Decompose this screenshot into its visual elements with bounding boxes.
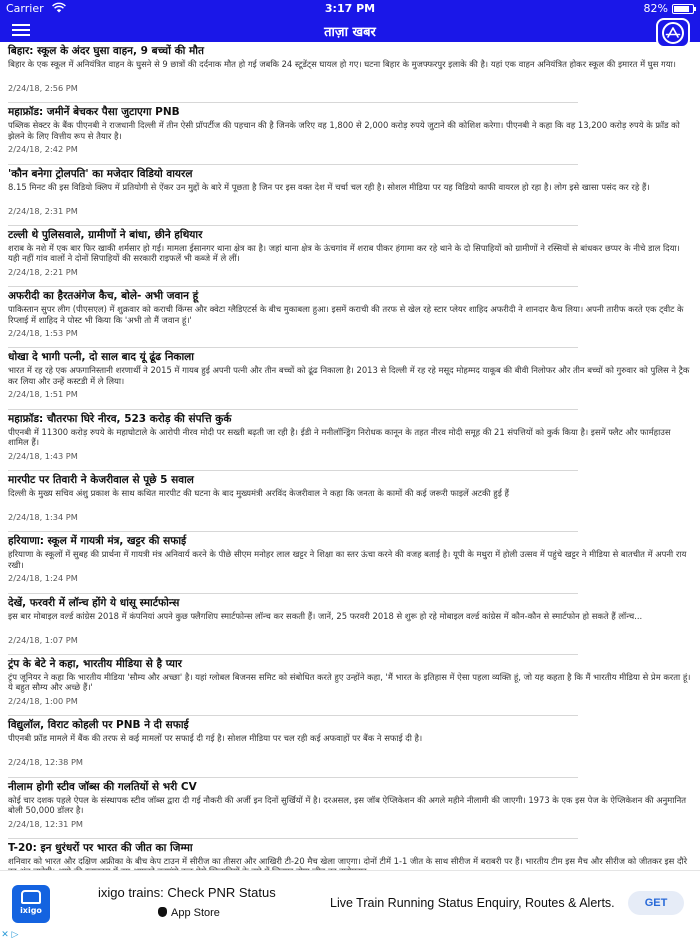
news-item[interactable] (0, 165, 700, 226)
news-item[interactable] (0, 103, 700, 164)
news-headline[interactable]: मारपीट पर तिवारी ने केजरीवाल से पूछे 5 सवाल (8, 474, 194, 487)
news-headline[interactable]: हरियाणा: स्कूल में गायत्री मंत्र, खट्टर की सफाई (8, 535, 187, 548)
news-item[interactable] (0, 594, 700, 655)
news-summary: पब्लिक सेक्टर के बैंक पीएनबी ने राजधानी दिल्ली में तीन ऐसी प्रॉपर्टीज की पहचान की है जिनके जरिए वह 1,800 से 2,000 करोड़ रुपये जुटाने की कोशिश करेगा। पीएनबी ने कहा कि वह 13,200 करोड़ रुपये के फ्रॉड को झेलने के लिए वित्तीय रूप से तैयार है। (8, 120, 680, 141)
ad-get-button[interactable]: GET (628, 891, 684, 915)
news-summary: बिहार के एक स्कूल में अनियंत्रित वाहन के घुसने से 9 छात्रों की दर्दनाक मौत हो गई जबकि 24 स्टूडेंट्स घायल हो गए। घटना बिहार के मुजफ्फरपुर इलाके की है। यहां एक वाहन अनियंत्रित होकर स्कूल की इमारत में घुस गया। (8, 59, 676, 69)
ad-logo-text: ixigo (20, 906, 42, 915)
news-item[interactable] (0, 410, 700, 471)
news-headline[interactable]: अफरीदी का हैरतअंगेज कैच, बोले- अभी जवान हूं (8, 290, 199, 303)
news-item[interactable] (0, 471, 700, 532)
battery-icon (672, 4, 694, 14)
app-store-a-glyph (666, 27, 680, 39)
news-headline[interactable]: धोखा दे भागी पत्नी, दो साल बाद यूं ढूंढ निकाला (8, 351, 195, 364)
ad-title[interactable]: ixigo trains: Check PNR Status (98, 885, 276, 900)
hamburger-menu-icon[interactable] (10, 21, 32, 39)
news-summary: इस बार मोबाइल वर्ल्ड कांग्रेस 2018 में कंपनियां अपने कुछ फ्लैगशिप स्मार्टफोन्स लॉन्च कर सकती हैं। जानें, 25 फरवरी 2018 से शुरू हो रहे मोबाइल वर्ल्ड कांग्रेस में कौन-कौन से स्मार्टफोन हो सकते हैं लॉन्च... (8, 610, 643, 621)
news-headline[interactable]: विद्युलॉल, विराट कोहली पर PNB ने दी सफाई (8, 719, 189, 732)
nav-bar (0, 18, 700, 42)
news-summary: शनिवार को भारत और दक्षिण अफ्रीका के बीच केप टाउन में सीरीज का तीसरा और आखिरी टी-20 मैच खेला जाएगा। दोनों टीमें 1-1 जीत के साथ सीरीज में बराबरी पर हैं। भारतीय टीम इस मैच और सीरीज को जीतकर इस दौरे (8, 855, 688, 866)
news-timestamp: 2/24/18, 2:42 PM (8, 144, 78, 155)
news-summary: हरियाणा के स्कूलों में सुबह की प्रार्थना में गायत्री मंत्र अनिवार्य करने के पीछे सीएम मनोहर लाल खट्टर ने शिक्षा का स्तर ऊंचा करने की वजह बताई है। यूपी के मथुरा में होली उत्सव में पहुंचे खट्टर ने मीडिया से बातचीत में अपनी राय रखी। (8, 549, 687, 570)
news-timestamp: 2/24/18, 1:43 PM (8, 450, 78, 461)
page-title: ताज़ा खबर (324, 25, 376, 40)
news-summary: पाकिस्तान सुपर लीग (पीएसएल) में शुक्रवार को कराची किंग्स और क्वेटा ग्लैडिएटर्स के बीच मुकाबला हुआ। इसमें कराची की तरफ से खेल रहे स्टार प्लेयर शाहिद अफरीदी ने शानदार कैच लिया। अपनी तारीफ करते एक ट्वीट के रिप्लाई में शाहिद ने पोस्ट भी किया कि 'अभी तो मैं जवान हूं।' (8, 304, 684, 325)
news-headline[interactable]: महाफ्रॉड: जमीनें बेचकर पैसा जुटाएगा PNB (8, 106, 180, 119)
news-timestamp: 2/24/18, 12:31 PM (8, 818, 83, 829)
news-summary: पीएनबी फ्रॉड मामले में बैंक की तरफ से कई मामलों पर सफाई दी गई है। सोशल मीडिया पर चल रही कई अफवाहों पर बैंक ने सफाई दी है। (8, 733, 423, 744)
news-summary: पीएनबी में 11300 करोड़ रुपये के महाघोटाले के आरोपी नीरव मोदी पर सख्ती बढ़ती जा रही है। ईडी ने मनीलॉन्ड्रिंग निरोधक कानून के तहत नीरव मोदी समूह की 21 संपत्तियों को कुर्क किया है। इसमें फ्लैट और फार्महाउस शामिल हैं। (8, 426, 671, 448)
app-store-badge (158, 907, 220, 919)
ad-banner[interactable] (0, 870, 700, 934)
news-headline[interactable]: नीलाम होगी स्टीव जॉब्स की गलतियों से भरी CV (8, 780, 197, 793)
ad-close-icon[interactable]: ✕ (1, 930, 9, 940)
news-headline[interactable]: देखें, फरवरी में लॉन्च होंगे ये धांसू स्मार्टफोन्स (8, 596, 180, 609)
news-item[interactable] (0, 778, 700, 839)
ad-description: Live Train Running Status Enquiry, Routes & Alerts. (330, 896, 615, 910)
train-icon (21, 890, 41, 904)
news-item[interactable] (0, 532, 700, 593)
news-timestamp: 2/24/18, 1:53 PM (8, 328, 78, 339)
news-item[interactable] (0, 42, 700, 103)
news-timestamp: 2/24/18, 12:38 PM (8, 757, 83, 768)
ad-store-label: App Store (171, 907, 220, 919)
news-list[interactable] (0, 42, 700, 870)
news-summary: शराब के नशे में एक बार फिर खाकी शर्मसार हो गई। मामला ईसानगर थाना क्षेत्र का है। जहां थाना क्षेत्र के ऊंचगांव में शराब पीकर हंगामा कर रहे थाने के दो सिपाहियों को ग्रामीणों ने रस्सियों से बांधकर छप्पर के नीचे डाल दिया। यही नहीं गांव वालों ने दोनों सिपाहियों की सरकारी राइफलें भी कब्जे में ले लीं। (8, 242, 680, 264)
news-item[interactable] (0, 348, 700, 409)
news-headline[interactable]: 'कौन बनेगा ट्रोलपति' का मजेदार विडियो वायरल (8, 167, 193, 180)
news-timestamp: 2/24/18, 2:56 PM (8, 83, 78, 93)
news-timestamp: 2/24/18, 2:31 PM (8, 205, 78, 216)
news-timestamp: 2/24/18, 2:21 PM (8, 266, 78, 277)
news-item[interactable] (0, 655, 700, 716)
news-headline[interactable]: महाफ्रॉड: चौतरफा घिरे नीरव, 523 करोड़ की संपत्ति कुर्क (8, 412, 232, 425)
status-bar (0, 0, 700, 18)
news-timestamp: 2/24/18, 1:34 PM (8, 512, 78, 523)
news-summary: दिल्ली के मुख्य सचिव अंशु प्रकाश के साथ कथित मारपीट की घटना के बाद मुख्यमंत्री अरविंद केजरीवाल ने कहा कि जनता के कामों की कई जरूरी फाइलें अटकी हुई हैं (8, 488, 509, 499)
news-summary: भारत में रह रहे एक अफगानिस्तानी शरणार्थी ने 2015 में गायब हुई अपनी पत्नी और तीन बच्चों को ढूंढ निकाला है। 2013 से दिल्ली में रह रहे मसूद मोहम्मद याकूब की बीवी निलोफर और तीन बच्चों को गुरुवार को पुलिस ने ट्रैक कर लिया और उन्हें कस्टडी में ले लिया। (8, 365, 690, 386)
ad-choices[interactable] (0, 922, 22, 940)
status-time: 3:17 PM (324, 2, 376, 15)
news-headline[interactable]: T-20: इन धुरंधरों पर भारत की जीत का जिम्मा (8, 841, 193, 854)
news-item[interactable] (0, 226, 700, 287)
carrier-label: Carrier (6, 2, 44, 15)
ad-info-icon[interactable]: ▷ (11, 930, 19, 940)
news-summary: 8.15 मिनट की इस विडियो क्लिप में प्रतियोगी से ऐंकर उन मुद्दों के बारे में पूछता है जिन पर इस वक्त देश में चर्चा चल रही है। सोशल मीडिया पर यह विडियो काफी वायरल हो रहा है। लोग इसे खासा पसंद कर रहे हैं। (8, 181, 650, 192)
news-item[interactable] (0, 716, 700, 777)
news-timestamp: 2/24/18, 1:24 PM (8, 573, 78, 584)
news-headline[interactable]: ट्रंप के बेटे ने कहा, भारतीय मीडिया से है प्यार (8, 657, 182, 670)
news-summary: ट्रंप जूनियर ने कहा कि भारतीय मीडिया 'सौम्य और अच्छा' है। यहां ग्लोबल बिजनस समिट को संबोधित करते हुए उन्होंने कहा, 'मैं भारत के इतिहास में ऐसा पहला व्यक्ति हूं, जो यह कहता है कि मैं भारतीय मीडिया से प्रेम करता हूं। ये बहुत सौम्य और अच्छे हैं।' (8, 671, 691, 693)
news-timestamp: 2/24/18, 1:00 PM (8, 695, 78, 706)
news-item[interactable] (0, 287, 700, 348)
apple-icon (158, 907, 167, 917)
news-timestamp: 2/24/18, 1:51 PM (8, 389, 78, 400)
news-summary: कोई चार दशक पहले ऐपल के संस्थापक स्टीव जॉब्स द्वारा दी गई नौकरी की अर्जी इन दिनों सुर्खियों में है। दरअसल, इस जॉब ऐप्लिकेशन की अगले महीने नीलामी की जाएगी। 1973 के एक इस पेज के ऐप्लिकेशन की अनुमानित बोली 50,000 डॉलर है। (8, 794, 687, 816)
news-timestamp: 2/24/18, 1:07 PM (8, 634, 78, 645)
battery-percent: 82% (643, 2, 668, 15)
news-headline[interactable]: बिहार: स्कूल के अंदर घुसा वाहन, 9 बच्चों की मौत (8, 45, 205, 57)
ixigo-logo[interactable] (12, 885, 50, 923)
news-headline[interactable]: टल्ली थे पुलिसवाले, ग्रामीणों ने बांधा, छीने हथियार (8, 228, 203, 241)
